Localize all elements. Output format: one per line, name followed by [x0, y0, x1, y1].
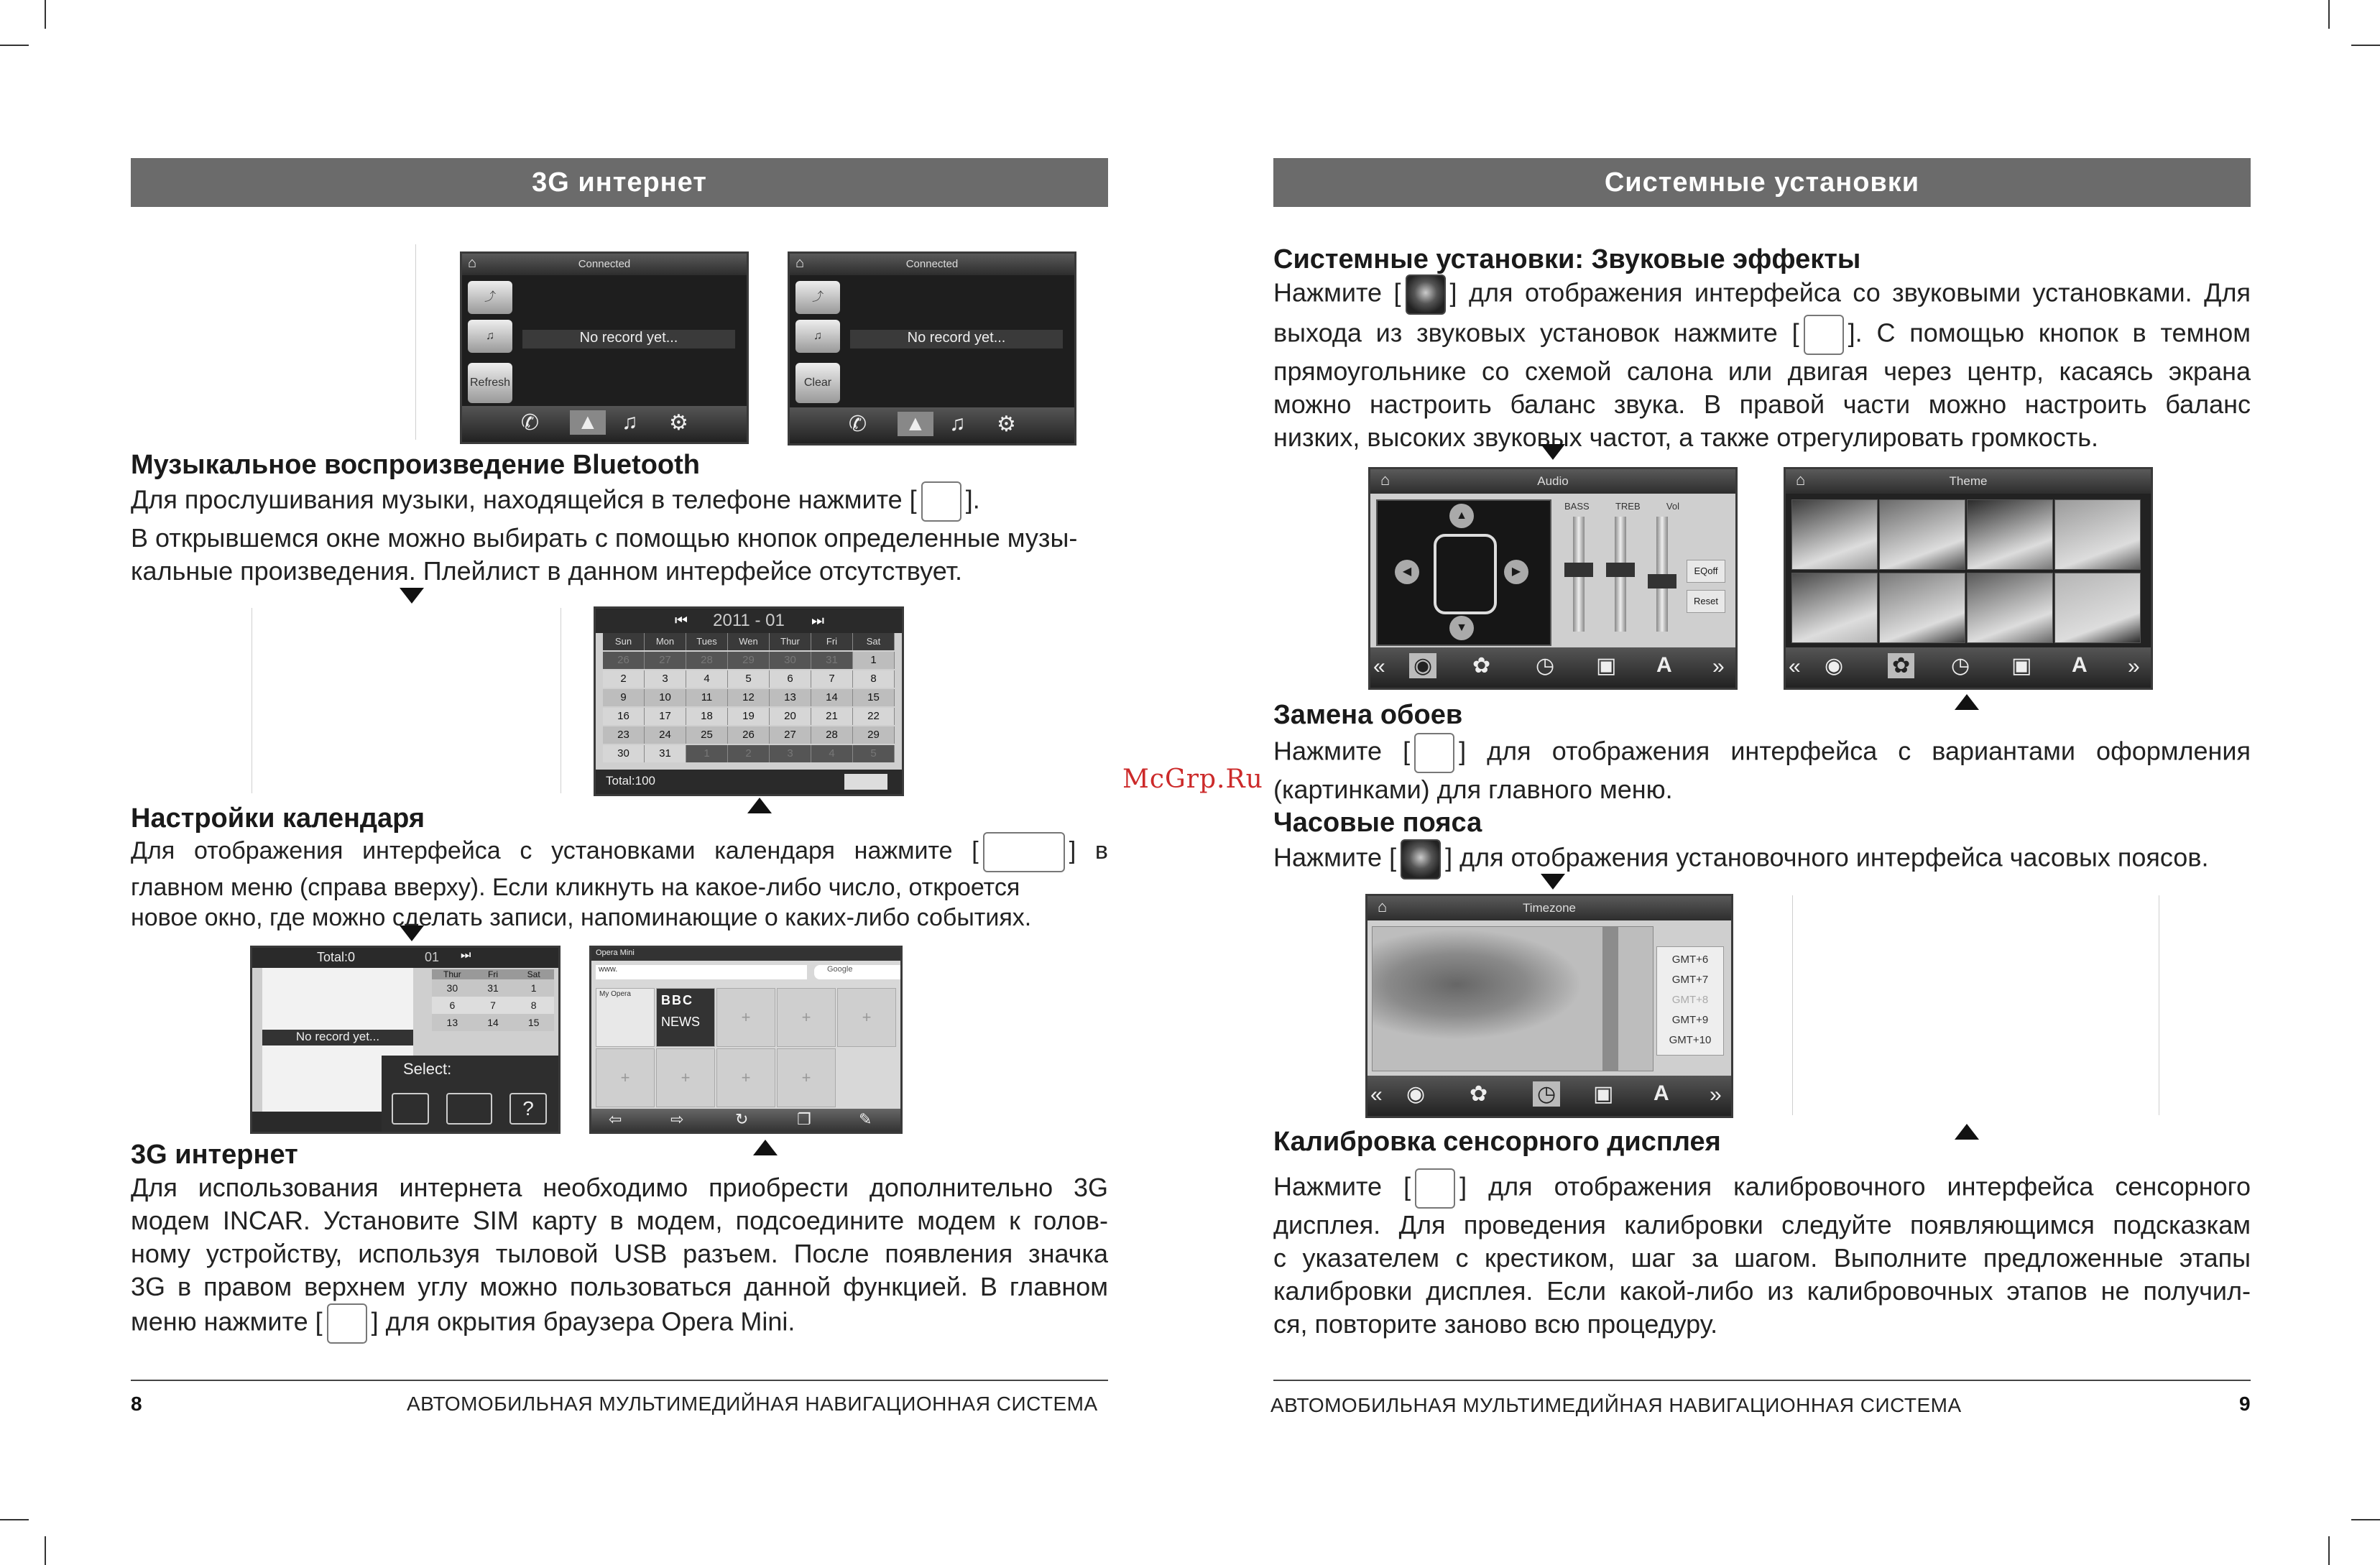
display-icon[interactable]: ▣ [2011, 654, 2032, 678]
text-line: в [1094, 836, 1108, 864]
text-line: Нажмите [1273, 842, 1383, 872]
timezone-item[interactable]: GMT+6 [1671, 954, 1709, 966]
calendar-day[interactable]: 25 [686, 726, 728, 744]
eq-labels [1564, 501, 1679, 512]
calendar-day[interactable]: 17 [645, 708, 686, 725]
speed-dial-empty[interactable]: + [837, 988, 896, 1047]
calendar-day[interactable]: 24 [645, 726, 686, 744]
calendar-day[interactable]: 22 [853, 708, 895, 725]
wrench-icon[interactable]: ✎ [859, 1110, 872, 1128]
theme-title: Theme [1786, 469, 2151, 494]
music-side-button[interactable]: ♫ [795, 320, 840, 353]
treble-slider[interactable] [1615, 517, 1626, 632]
calendar-footer [596, 770, 902, 794]
audio-icon[interactable]: ◉ [1409, 653, 1436, 678]
wallpaper-title: Замена обоев [1273, 700, 1463, 730]
clear-button[interactable]: Clear [795, 363, 840, 403]
internet-text: Для использования интернета необходимо приобрести дополнительно 3G модем INCAR. Установите SIM карту в модем, подсоедините модем к голов- ному устройству, используя тыловой USB разъем. После появления значка 3G в правом верхнем углу можно пользоваться данной функцией. В главном меню нажмите [ ] для окрытия браузера Opera Mini. [131, 1171, 1108, 1344]
calendar-day[interactable]: 6 [449, 1000, 456, 1011]
calendar-day[interactable]: 8 [530, 1000, 537, 1011]
text-line: для отображения интерфейса с вариантами оформления [1487, 736, 2251, 766]
weekday: Sun [603, 633, 645, 650]
theme-icon[interactable]: ✿ [1472, 654, 1491, 678]
screen-title: Connected [790, 254, 1074, 275]
text-line: меню нажмите [131, 1306, 308, 1337]
calendar-month: 2011 - 01 [713, 611, 785, 630]
phone-side-button[interactable]: ⤴ [468, 281, 512, 314]
calendar-day[interactable]: 1 [853, 652, 895, 669]
ac-icon[interactable]: A [2072, 653, 2088, 677]
crop-mark [2328, 1536, 2330, 1565]
forward-icon[interactable]: ⇨ [670, 1110, 684, 1128]
reset-button[interactable]: Reset [1687, 590, 1725, 613]
popup-total: Total:0 [317, 950, 356, 964]
text-line: новое окно, где можно сделать записи, напоминающие о каких-либо событиях. [131, 904, 1032, 931]
music-icon[interactable]: ♫ [622, 410, 638, 434]
wallpaper-icon [1414, 733, 1454, 773]
calendar-weekdays [603, 633, 895, 650]
timezone-screen [1365, 894, 1733, 1118]
internet-title: 3G интернет [131, 1140, 298, 1170]
reload-icon[interactable]: ↻ [735, 1110, 749, 1128]
calendar-day[interactable]: 23 [603, 726, 645, 744]
arrow-down-icon [1541, 874, 1565, 890]
sound-text: Нажмите [ ] для отображения интерфейса со звуковыми установками. Для выхода из звуковых установок нажмите [ ]. С помощью кнопок в темном прямоугольнике со схемой салона или двигая через центр, касаясь экрана можно настроить баланс звука. В правой части можно настроить баланс низких, высоких звуковых частот, а также отрегулировать громкость. [1273, 274, 2251, 454]
prev-page-icon[interactable]: « [1370, 1083, 1383, 1107]
opera-toolbar [591, 1109, 900, 1132]
calendar-day[interactable]: 5 [853, 745, 895, 762]
search-box[interactable]: Google [814, 965, 903, 979]
volume-label: Vol [1666, 501, 1679, 512]
news-label: NEWS [661, 1015, 700, 1029]
footer-text: АВТОМОБИЛЬНАЯ МУЛЬТИМЕДИЙНАЯ НАВИГАЦИОННАЯ СИСТЕМА [407, 1393, 1098, 1415]
speed-dial-empty[interactable]: + [777, 1048, 836, 1107]
calibration-text: Нажмите [ ] для отображения калибровочного интерфейса сенсорного дисплея. Для проведения калибровки следуйте появляющимся подсказкам с указателем с крестиком, шаг за шагом. Выполните предложенные этапы калибровки дисплея. Если какой-либо из калибровочных этапов не получил- ся, повторите заново всю процедуру. [1273, 1168, 2251, 1341]
arrow-down-icon [400, 588, 424, 604]
balance-panel [1376, 499, 1551, 646]
home-icon: ⌂ [468, 255, 477, 271]
calendar-day[interactable]: 12 [728, 689, 770, 706]
text-line: (картинками) для главного меню. [1273, 775, 1673, 804]
text-line: низких, высоких звуковых частот, а также отрегулировать громкость. [1273, 423, 2099, 452]
text-line: для отображения установочного интерфейса часовых поясов. [1459, 842, 2209, 872]
calendar-day[interactable]: 27 [770, 726, 811, 744]
bass-slider[interactable] [1573, 517, 1585, 632]
timezone-title: Timezone [1367, 896, 1731, 920]
bt-screen-clear [788, 251, 1076, 446]
popup-bottom-bar [252, 1112, 382, 1132]
text-line: Нажмите [1273, 1171, 1383, 1201]
timezone-list[interactable] [1656, 946, 1724, 1056]
speed-dial-my-opera[interactable] [596, 988, 655, 1047]
theme-icon[interactable]: ✿ [1470, 1082, 1488, 1106]
calendar-day[interactable]: 14 [487, 1017, 499, 1028]
crop-mark [0, 45, 29, 46]
world-map[interactable] [1372, 926, 1653, 1071]
theme-thumbnail[interactable] [1791, 573, 1878, 643]
next-page-icon[interactable]: » [1710, 1083, 1722, 1107]
calendar-icon [983, 832, 1065, 872]
calendar-day[interactable]: 14 [811, 689, 853, 706]
arrow-down-icon [1541, 444, 1565, 460]
popup-header [252, 948, 558, 968]
refresh-button[interactable]: Refresh [468, 363, 512, 403]
up-arrow-icon[interactable]: ▲ [1449, 504, 1474, 528]
text-line: для окрытия браузера Opera Mini. [385, 1306, 795, 1337]
calendar-day[interactable]: 4 [811, 745, 853, 762]
calendar-day[interactable]: 15 [527, 1017, 540, 1028]
text-line: для отображения калибровочного интерфейса сенсорного [1488, 1171, 2251, 1201]
arrow-up-icon [1955, 1124, 1979, 1140]
calendar-week-row [603, 708, 895, 725]
calendar-total: Total:100 [606, 774, 655, 788]
display-icon[interactable]: ▣ [1596, 654, 1617, 678]
right-page-header: Системные установки [1273, 158, 2251, 207]
calendar-day[interactable]: 30 [770, 652, 811, 669]
speed-dial-empty[interactable]: + [656, 1048, 715, 1107]
calendar-week-row [603, 726, 895, 744]
calendar-day[interactable]: 28 [811, 726, 853, 744]
theme-thumbnail[interactable] [2054, 573, 2141, 643]
calendar-day[interactable]: 20 [770, 708, 811, 725]
speed-dial-empty[interactable]: + [716, 988, 775, 1047]
speed-dial-empty[interactable]: + [777, 988, 836, 1047]
bt-screen-refresh [460, 251, 749, 444]
timezone-item[interactable]: GMT+9 [1671, 1014, 1709, 1026]
arrow-down-icon [400, 925, 424, 941]
calendar-week-row [603, 652, 895, 669]
no-record-message: No record yet... [850, 330, 1063, 348]
speed-dial-empty[interactable]: + [596, 1048, 655, 1107]
weekday: Thur [443, 969, 461, 979]
crop-mark [2351, 1519, 2380, 1520]
clock-icon[interactable]: ◷ [1951, 654, 1970, 678]
weekday: Fri [811, 633, 853, 650]
calendar-day[interactable]: 6 [770, 670, 811, 688]
sound-title: Системные установки: Звуковые эффекты [1273, 244, 1861, 274]
divider-line [1792, 895, 1793, 1115]
crop-mark [45, 0, 46, 29]
calendar-day[interactable]: 29 [728, 652, 770, 669]
calendar-week-row [603, 689, 895, 706]
home-icon[interactable]: ⌂ [1380, 471, 1390, 489]
crop-mark [45, 1536, 46, 1565]
calendar-edit-icon[interactable] [844, 774, 887, 790]
treble-label: TREB [1615, 501, 1641, 512]
phone-icon[interactable]: ✆ [521, 411, 540, 435]
weekday: Mon [645, 633, 686, 650]
timezones-title: Часовые пояса [1273, 808, 1482, 838]
opera-screen [589, 946, 903, 1134]
popup-week-row [432, 979, 554, 997]
bluetooth-text: Для прослушивания музыки, находящейся в телефоне нажмите [ ]. В открывшемся окне можно выбирать с помощью кнопок определенные музы- кальные произведения. Плейлист в данном интерфейсе отсутствует. [131, 481, 1108, 588]
display-icon[interactable]: ▣ [1593, 1082, 1614, 1106]
gear-icon[interactable]: ⚙ [997, 412, 1016, 436]
popup-month: 01 [425, 950, 440, 964]
back-icon[interactable]: ⇦ [609, 1110, 622, 1128]
calendar-text: Для отображения интерфейса с установками календаря нажмите [ ] в главном меню (справа вверху). Если кликнуть на какое-либо число, откроется новое окно, где можно сделать записи, напоминающие о каких-либо событиях. [131, 832, 1108, 933]
popup-rows [432, 979, 554, 1031]
calendar-day[interactable]: 26 [728, 726, 770, 744]
calendar-day[interactable]: 28 [686, 652, 728, 669]
car-seats-icon[interactable] [1434, 534, 1497, 614]
calendar-day[interactable]: 16 [603, 708, 645, 725]
settings-toolbar [1367, 1076, 1731, 1116]
calendar-day[interactable]: 4 [686, 670, 728, 688]
calendar-day[interactable]: 31 [811, 652, 853, 669]
left-arrow-icon[interactable]: ◀ [1395, 560, 1419, 584]
next-month-icon[interactable]: ⏭ [461, 949, 471, 961]
theme-screen [1784, 467, 2153, 690]
bottom-toolbar [790, 407, 1074, 443]
text-line: . [972, 484, 980, 514]
weekday: Sat [853, 633, 895, 650]
settings-toolbar [1786, 647, 2151, 688]
crop-mark [2351, 45, 2380, 46]
calendar-day[interactable]: 19 [728, 708, 770, 725]
station-icon[interactable] [446, 1093, 492, 1125]
text-line: модем INCAR. Установите SIM карту в модем, подсоедините модем к голов- [131, 1206, 1108, 1235]
calendar-day[interactable]: 2 [728, 745, 770, 762]
calibration-title: Калибровка сенсорного дисплея [1273, 1127, 1721, 1157]
clock-icon[interactable]: ◷ [1536, 654, 1555, 678]
ac-icon[interactable]: A [1653, 1081, 1669, 1105]
calendar-day[interactable]: 5 [728, 670, 770, 688]
select-label: Select: [403, 1060, 452, 1078]
calendar-day[interactable]: 26 [603, 652, 645, 669]
popup-weekdays [432, 969, 554, 979]
bottom-toolbar [462, 406, 747, 442]
speed-dial-label: My Opera [599, 990, 631, 998]
calendar-day[interactable]: 13 [446, 1017, 458, 1028]
text-line: Для отображения интерфейса с установками календаря нажмите [131, 836, 953, 864]
text-line: кальные произведения. Плейлист в данном интерфейсе отсутствует. [131, 556, 963, 586]
text-line: ному устройству, используя тыловой USB разъем. После появления значка [131, 1239, 1108, 1268]
timezone-item[interactable]: GMT+8 [1671, 994, 1709, 1006]
calendar-top [596, 609, 902, 633]
arrow-up-icon [1955, 694, 1979, 710]
bluetooth-music-icon [921, 481, 961, 522]
crop-mark [2328, 0, 2330, 29]
home-icon[interactable]: ⌂ [1378, 897, 1388, 915]
calendar-day[interactable]: 11 [686, 689, 728, 706]
theme-thumbnail[interactable] [1967, 499, 2053, 570]
theme-thumbnail[interactable] [1967, 573, 2053, 643]
calendar-day[interactable]: 29 [853, 726, 895, 744]
calendar-day[interactable]: 3 [770, 745, 811, 762]
text-line: ся, повторите заново всю процедуру. [1273, 1309, 1718, 1339]
calendar-day[interactable]: 31 [487, 982, 499, 994]
prev-page-icon[interactable]: « [1789, 655, 1801, 678]
home-icon[interactable]: ⌂ [1796, 471, 1806, 489]
clock-icon[interactable]: ◷ [1533, 1081, 1560, 1107]
text-line: калибровки дисплея. Если какой-либо из калибровочных этапов не получил- [1273, 1276, 2251, 1306]
volume-slider[interactable] [1656, 517, 1668, 632]
text-line: можно настроить баланс звука. В правой части можно настроить баланс [1273, 389, 2251, 419]
calendar-day[interactable]: 7 [811, 670, 853, 688]
contact-icon[interactable]: ▲ [570, 410, 606, 435]
footer-rule [1273, 1380, 2251, 1381]
popup-week-row [432, 997, 554, 1014]
text-line: главном меню (справа вверху). Если кликнуть на какое-либо число, откроется [131, 874, 1020, 901]
text-line: с указателем с крестиком, шаг за шагом. Выполните предложенные этапы [1273, 1243, 2251, 1273]
next-page-icon[interactable]: » [1712, 655, 1725, 678]
weekday: Thur [770, 633, 811, 650]
right-arrow-icon[interactable]: ▶ [1504, 560, 1528, 584]
audio-title: Audio [1370, 469, 1735, 494]
contact-icon[interactable]: ▲ [898, 412, 933, 436]
bbc-logo: BBC [661, 993, 693, 1007]
phone-side-button[interactable]: ⤴ [795, 281, 840, 314]
text-line: Для использования интернета необходимо приобрести дополнительно 3G [131, 1173, 1108, 1202]
crop-mark [0, 1519, 29, 1520]
text-line: 3G в правом верхнем углу можно пользоваться данной функцией. В главном [131, 1272, 1108, 1301]
calendar-day[interactable]: 9 [603, 689, 645, 706]
next-month-icon[interactable]: ⏭ [811, 613, 824, 629]
speed-dial-empty[interactable]: + [716, 1048, 775, 1107]
calendar-day[interactable]: 1 [530, 982, 537, 994]
timezones-text: Нажмите [ ] для отображения установочного интерфейса часовых поясов. [1273, 839, 2251, 880]
help-icon[interactable]: ? [509, 1093, 547, 1125]
clock-icon [1401, 839, 1441, 880]
footer-rule [131, 1380, 1108, 1381]
audio-icon[interactable]: ◉ [1406, 1082, 1426, 1106]
timezone-highlight [1602, 927, 1618, 1071]
calendar-day[interactable]: 15 [853, 689, 895, 706]
music-icon[interactable]: ♫ [949, 412, 966, 435]
text-line: Нажмите [1273, 736, 1383, 766]
calendar-week-row [603, 745, 895, 762]
text-line: В открывшемся окне можно выбирать с помощью кнопок определенные музы- [131, 523, 1078, 553]
popup-week-row [432, 1014, 554, 1031]
calendar-day[interactable]: 7 [490, 1000, 496, 1011]
text-line: выхода из звуковых установок нажмите [1273, 318, 1778, 348]
calendar-day[interactable]: 1 [686, 745, 728, 762]
opera-title: Opera Mini [596, 948, 635, 957]
calendar-day[interactable]: 8 [853, 670, 895, 688]
calendar-day[interactable]: 30 [446, 982, 458, 994]
select-panel [382, 1056, 558, 1132]
down-arrow-icon[interactable]: ▼ [1449, 616, 1474, 640]
divider-line [415, 244, 416, 440]
weekday: Fri [488, 969, 498, 979]
popup-day-grid [432, 969, 554, 1031]
watermark: McGrp.Ru [1122, 765, 1263, 794]
text-line: для отображения интерфейса со звуковыми установками. Для [1468, 277, 2251, 308]
prev-page-icon[interactable]: « [1373, 655, 1385, 678]
calendar-day[interactable]: 27 [645, 652, 686, 669]
footer-text: АВТОМОБИЛЬНАЯ МУЛЬТИМЕДИЙНАЯ НАВИГАЦИОННАЯ СИСТЕМА [1270, 1394, 1962, 1416]
next-page-icon[interactable]: » [2128, 655, 2140, 678]
calendar-day[interactable]: 13 [770, 689, 811, 706]
calendar-day[interactable]: 31 [645, 745, 686, 762]
speed-dial-bbc[interactable] [656, 988, 715, 1047]
calendar-day[interactable]: 18 [686, 708, 728, 725]
calendar-popup-screen [250, 946, 561, 1134]
calendar-day[interactable]: 10 [645, 689, 686, 706]
audio-screen [1368, 467, 1738, 690]
bass-label: BASS [1564, 501, 1590, 512]
text-line: прямоугольнике со схемой салона или двигая через центр, касаясь экрана [1273, 356, 2251, 386]
theme-thumbnail[interactable] [1879, 499, 1965, 570]
prev-month-icon[interactable]: ⏮ [675, 613, 688, 629]
left-page-header: 3G интернет [131, 158, 1108, 207]
page-number: 9 [2239, 1393, 2251, 1415]
calibration-icon [1415, 1168, 1455, 1209]
calendar-day[interactable]: 21 [811, 708, 853, 725]
calendar-day[interactable]: 30 [603, 745, 645, 762]
arrow-up-icon [747, 798, 772, 813]
calendar-screen [594, 606, 904, 796]
page-number: 8 [131, 1393, 142, 1415]
text-line: Нажмите [1273, 277, 1383, 308]
timezone-item[interactable]: GMT+10 [1669, 1034, 1712, 1046]
calendar-day[interactable]: 3 [645, 670, 686, 688]
arrow-up-icon [753, 1140, 778, 1155]
calendar-day[interactable]: 2 [603, 670, 645, 688]
exit-icon [1804, 315, 1844, 355]
theme-thumbnail[interactable] [1879, 573, 1965, 643]
theme-thumbnail[interactable] [2054, 499, 2141, 570]
opera-mini-icon [327, 1303, 367, 1344]
ac-icon[interactable]: A [1656, 653, 1672, 677]
text-line: . С помощью кнопок в темном [1855, 318, 2251, 348]
no-record-message: No record yet... [522, 330, 735, 348]
weekday: Sat [527, 969, 540, 979]
calendar-week-row [603, 670, 895, 688]
calendar-title: Настройки календаря [131, 803, 425, 834]
eq-off-button[interactable]: EQoff [1687, 560, 1725, 583]
address-bar[interactable]: www. [596, 965, 807, 979]
theme-thumbnail[interactable] [1791, 499, 1878, 570]
music-side-button[interactable]: ♫ [468, 320, 512, 353]
wallpaper-text: Нажмите [ ] для отображения интерфейса с вариантами оформления (картинками) для главного меню. [1273, 733, 2251, 806]
tabs-icon[interactable]: ❐ [797, 1110, 811, 1128]
weekday: Wen [728, 633, 770, 650]
text-line: дисплея. Для проведения калибровки следуйте появляющимся подсказкам [1273, 1210, 2251, 1239]
timezone-item[interactable]: GMT+7 [1671, 974, 1709, 986]
gear-icon[interactable]: ⚙ [669, 411, 688, 435]
fuel-icon[interactable] [392, 1093, 429, 1125]
home-icon: ⌂ [795, 255, 805, 271]
opera-header [591, 948, 900, 961]
popup-no-record: No record yet... [262, 1030, 413, 1045]
phone-icon[interactable]: ✆ [849, 412, 867, 436]
settings-toolbar [1370, 647, 1735, 688]
screen-title: Connected [462, 254, 747, 275]
bluetooth-title: Музыкальное воспроизведение Bluetooth [131, 450, 701, 480]
audio-icon[interactable]: ◉ [1825, 654, 1844, 678]
theme-icon[interactable]: ✿ [1888, 653, 1914, 678]
sound-effects-icon [1406, 274, 1446, 315]
text-line: Для прослушивания музыки, находящейся в телефоне нажмите [131, 484, 903, 514]
weekday: Tues [686, 633, 728, 650]
